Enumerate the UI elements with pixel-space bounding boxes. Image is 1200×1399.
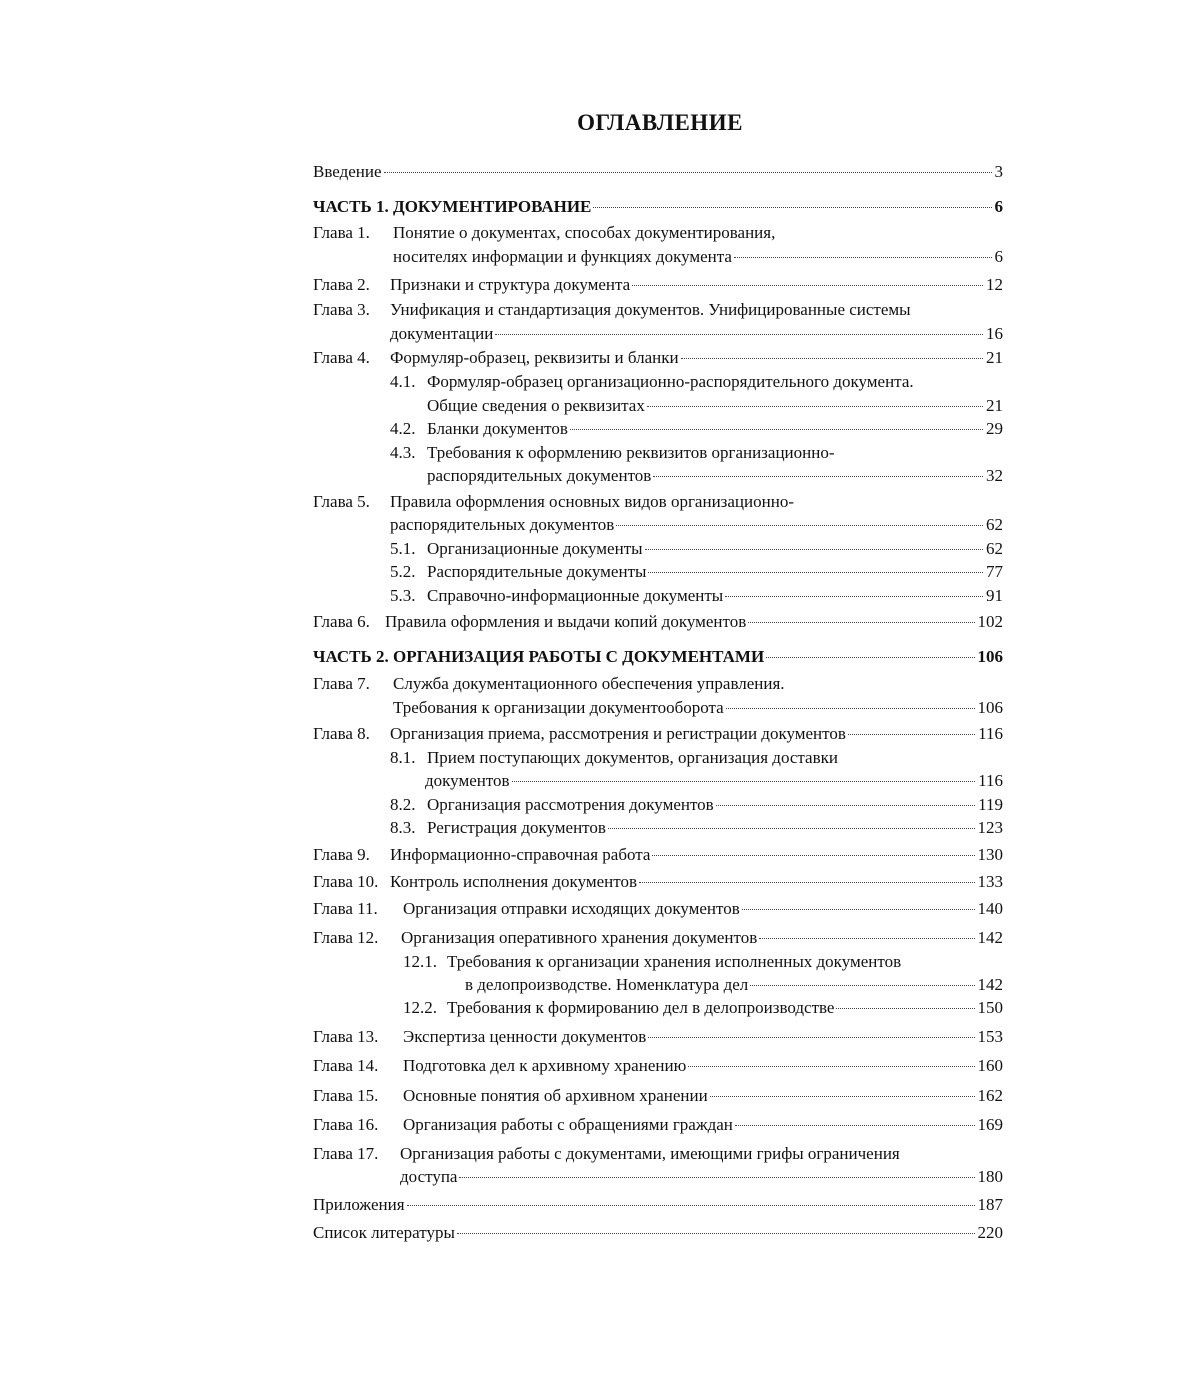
dot-leader	[681, 357, 983, 359]
dot-leader	[735, 1124, 975, 1126]
dot-leader	[734, 256, 992, 258]
dot-leader	[716, 804, 975, 806]
toc-entry-page: 116	[978, 724, 1003, 743]
dot-leader	[593, 206, 991, 208]
toc-entry-page: 32	[986, 466, 1003, 485]
dot-leader	[766, 656, 974, 658]
toc-entry-number: 5.3.	[390, 586, 416, 605]
dot-leader	[457, 1232, 975, 1234]
dot-leader	[759, 937, 974, 939]
toc-entry-title: Организация отправки исходящих документов	[403, 899, 740, 918]
toc-entry-title: Регистрация документов	[427, 818, 606, 837]
dot-leader	[836, 1007, 974, 1009]
toc-entry-title: Организационные документы	[427, 539, 643, 558]
toc-entry	[313, 464, 1003, 487]
toc-entry-title: Информационно-справочная работа	[390, 845, 651, 864]
toc-entry-page: 6	[994, 197, 1003, 216]
toc-entry	[313, 245, 1003, 268]
toc-entry-number: Глава 1.	[313, 223, 370, 242]
toc-entry-title: носителях информации и функциях документа	[393, 247, 732, 266]
toc-entry-title: Организация работы с обращениями граждан	[403, 1115, 733, 1134]
dot-leader	[407, 1204, 975, 1206]
toc-entry	[313, 417, 1003, 440]
toc-entry	[313, 973, 1003, 996]
toc-entry-number: 8.2.	[390, 795, 416, 814]
toc-entry-page: 29	[986, 419, 1003, 438]
toc-entry	[313, 584, 1003, 607]
toc-entry-number: Глава 10.	[313, 872, 379, 891]
toc-entry-title: Распорядительные документы	[427, 562, 647, 581]
dot-leader	[647, 405, 983, 407]
toc-entry-page: 140	[977, 899, 1003, 918]
toc-entry	[313, 610, 1003, 633]
toc-entry-title: Основные понятия об архивном хранении	[403, 1086, 708, 1105]
toc-entry-title: документов	[425, 771, 510, 790]
toc-entry	[313, 950, 1003, 973]
toc-entry	[313, 1084, 1003, 1107]
toc-entry-number: Глава 4.	[313, 348, 370, 367]
toc-entry-page: 180	[977, 1167, 1003, 1186]
toc-entry	[313, 696, 1003, 719]
toc-entry-number: 8.3.	[390, 818, 416, 837]
toc-entry-title: Контроль исполнения документов	[390, 872, 637, 891]
toc-entry-title: документации	[390, 324, 494, 343]
toc-entry-title: Организация работы с документами, имеющими грифы ограничения	[400, 1144, 900, 1163]
toc-entry	[313, 1142, 1003, 1165]
toc-entry-page: 116	[978, 771, 1003, 790]
dot-leader	[750, 984, 974, 986]
toc-entry-page: 130	[977, 845, 1003, 864]
toc-entry	[313, 273, 1003, 296]
toc-entry	[313, 490, 1003, 513]
toc-entry-number: Глава 16.	[313, 1115, 379, 1134]
toc-entry-number: Глава 15.	[313, 1086, 379, 1105]
toc-entry-number: Глава 14.	[313, 1056, 379, 1075]
toc-entry-title: Подготовка дел к архивному хранению	[403, 1056, 687, 1075]
toc-entry-page: 77	[986, 562, 1003, 581]
toc-entry-page: 169	[977, 1115, 1003, 1134]
dot-leader	[648, 1036, 974, 1038]
toc-entry-title: Требования к оформлению реквизитов организационно-	[427, 443, 835, 462]
toc-entry	[313, 221, 1003, 244]
toc-entry-page: 119	[978, 795, 1003, 814]
toc-entry-page: 150	[977, 998, 1003, 1017]
toc-entry	[313, 843, 1003, 866]
toc-entry-number: Глава 12.	[313, 928, 379, 947]
toc-entry-title: Унификация и стандартизация документов. Унифицированные системы	[390, 300, 911, 319]
toc-entry-number: Глава 9.	[313, 845, 370, 864]
page-title: ОГЛАВЛЕНИЕ	[577, 110, 743, 135]
dot-leader	[616, 524, 983, 526]
toc-entry-page: 6	[994, 247, 1003, 266]
toc-entry-page: 106	[977, 698, 1003, 717]
toc-entry-number: 4.1.	[390, 372, 416, 391]
toc-entry-title: Служба документационного обеспечения управления.	[393, 674, 785, 693]
dot-leader	[652, 854, 974, 856]
toc-entry-page: 142	[977, 928, 1003, 947]
toc-entry-number: Глава 6.	[313, 612, 370, 631]
toc-entry-title: Требования к формированию дел в делопроизводстве	[447, 998, 835, 1017]
toc-entry-page: 220	[977, 1223, 1003, 1242]
toc-entry-title: Формуляр-образец организационно-распорядительного документа.	[427, 372, 914, 391]
toc-entry-number: Глава 11.	[313, 899, 378, 918]
toc-entry-page: 162	[977, 1086, 1003, 1105]
toc-entry	[313, 793, 1003, 816]
toc-entry-title: Приложения	[313, 1195, 405, 1214]
toc-entry-page: 142	[977, 975, 1003, 994]
toc-entry-title: Понятие о документах, способах документирования,	[393, 223, 776, 242]
toc-entry-title: Экспертиза ценности документов	[403, 1027, 647, 1046]
toc-entry	[313, 1113, 1003, 1136]
toc-entry-page: 16	[986, 324, 1003, 343]
toc-entry	[313, 897, 1003, 920]
toc-entry	[313, 298, 1003, 321]
toc-entry-number: Глава 2.	[313, 275, 370, 294]
toc-entry-title: Требования к организации документооборота	[393, 698, 724, 717]
toc-entry	[313, 1054, 1003, 1077]
toc-entry	[313, 746, 1003, 769]
toc-entry-page: 3	[994, 162, 1003, 181]
dot-leader	[384, 171, 992, 173]
dot-leader	[608, 827, 975, 829]
dot-leader	[459, 1176, 974, 1178]
toc-entry-title: Организация рассмотрения документов	[427, 795, 714, 814]
toc-entry-title: в делопроизводстве. Номенклатура дел	[465, 975, 749, 994]
toc-entry-page: 123	[977, 818, 1003, 837]
dot-leader	[645, 548, 983, 550]
toc-entry	[313, 722, 1003, 745]
toc-entry-title: Бланки документов	[427, 419, 568, 438]
toc-entry-title: распорядительных документов	[390, 515, 615, 534]
toc-entry-number: Глава 13.	[313, 1027, 379, 1046]
dot-leader	[710, 1095, 975, 1097]
dot-leader	[748, 621, 974, 623]
toc-entry-number: 4.3.	[390, 443, 416, 462]
toc-entry-title: Организация приема, рассмотрения и регистрации документов	[390, 724, 846, 743]
toc-entry-page: 21	[986, 396, 1003, 415]
dot-leader	[570, 428, 983, 430]
toc-entry	[313, 645, 1003, 668]
toc-entry-number: Глава 8.	[313, 724, 370, 743]
toc-entry-number: Глава 17.	[313, 1144, 379, 1163]
toc-entry-title: Справочно-информационные документы	[427, 586, 724, 605]
toc-entry-title: ЧАСТЬ 2. ОРГАНИЗАЦИЯ РАБОТЫ С ДОКУМЕНТАМИ	[313, 647, 765, 666]
toc-entry-page: 102	[977, 612, 1003, 631]
toc-entry	[313, 996, 1003, 1019]
toc-entry	[313, 370, 1003, 393]
toc-entry	[313, 195, 1003, 218]
dot-leader	[632, 284, 983, 286]
toc-entry	[313, 537, 1003, 560]
toc-entry-title: Общие сведения о реквизитах	[427, 396, 645, 415]
toc-entry	[313, 816, 1003, 839]
toc-entry-title: Список литературы	[313, 1223, 455, 1242]
dot-leader	[848, 733, 975, 735]
dot-leader	[648, 571, 983, 573]
toc-entry-title: Требования к организации хранения исполненных документов	[447, 952, 902, 971]
toc-entry-number: Глава 7.	[313, 674, 370, 693]
toc-entry-number: 8.1.	[390, 748, 416, 767]
toc-entry	[313, 769, 1003, 792]
dot-leader	[742, 908, 975, 910]
toc-entry-title: Формуляр-образец, реквизиты и бланки	[390, 348, 679, 367]
toc-entry-title: Прием поступающих документов, организация доставки	[427, 748, 838, 767]
toc-entry-number: 5.1.	[390, 539, 416, 558]
toc-entry-title: распорядительных документов	[427, 466, 652, 485]
toc-entry-number: Глава 5.	[313, 492, 370, 511]
toc-entry	[313, 870, 1003, 893]
toc-entry-title: доступа	[400, 1167, 458, 1186]
toc-entry-number: 12.2.	[403, 998, 437, 1017]
toc-entry	[313, 1165, 1003, 1188]
dot-leader	[653, 475, 983, 477]
toc-entry	[313, 560, 1003, 583]
toc-entry-title: Правила оформления и выдачи копий документов	[385, 612, 747, 631]
toc-entry-title: ЧАСТЬ 1. ДОКУМЕНТИРОВАНИЕ	[313, 197, 592, 216]
toc-entry-number: Глава 3.	[313, 300, 370, 319]
toc-entry-page: 153	[977, 1027, 1003, 1046]
dot-leader	[725, 595, 983, 597]
toc-entry-page: 160	[977, 1056, 1003, 1075]
toc-entry	[313, 513, 1003, 536]
toc-entry	[313, 1193, 1003, 1216]
toc-entry	[313, 1221, 1003, 1244]
toc-entry-page: 12	[986, 275, 1003, 294]
toc-entry-title: Организация оперативного хранения документов	[401, 928, 758, 947]
toc-entry-page: 62	[986, 539, 1003, 558]
toc-entry-page: 106	[977, 647, 1003, 666]
toc-entry-page: 21	[986, 348, 1003, 367]
dot-leader	[639, 881, 975, 883]
toc-entry	[313, 672, 1003, 695]
toc-entry	[313, 322, 1003, 345]
toc-entry-number: 12.1.	[403, 952, 437, 971]
toc-entry	[313, 1025, 1003, 1048]
toc-entry-page: 187	[977, 1195, 1003, 1214]
toc-entry-title: Правила оформления основных видов организационно-	[390, 492, 794, 511]
toc-entry-number: 4.2.	[390, 419, 416, 438]
toc-entry-number: 5.2.	[390, 562, 416, 581]
toc-entry-page: 62	[986, 515, 1003, 534]
toc-entry	[313, 441, 1003, 464]
toc-entry	[313, 394, 1003, 417]
toc-entry-title: Введение	[313, 162, 382, 181]
dot-leader	[512, 780, 976, 782]
toc-entry	[313, 926, 1003, 949]
toc-entry-title: Признаки и структура документа	[390, 275, 631, 294]
dot-leader	[495, 333, 983, 335]
toc-entry-page: 133	[977, 872, 1003, 891]
dot-leader	[688, 1065, 974, 1067]
toc-entry-page: 91	[986, 586, 1003, 605]
toc-entry	[313, 160, 1003, 183]
toc-entry	[313, 346, 1003, 369]
dot-leader	[726, 707, 975, 709]
